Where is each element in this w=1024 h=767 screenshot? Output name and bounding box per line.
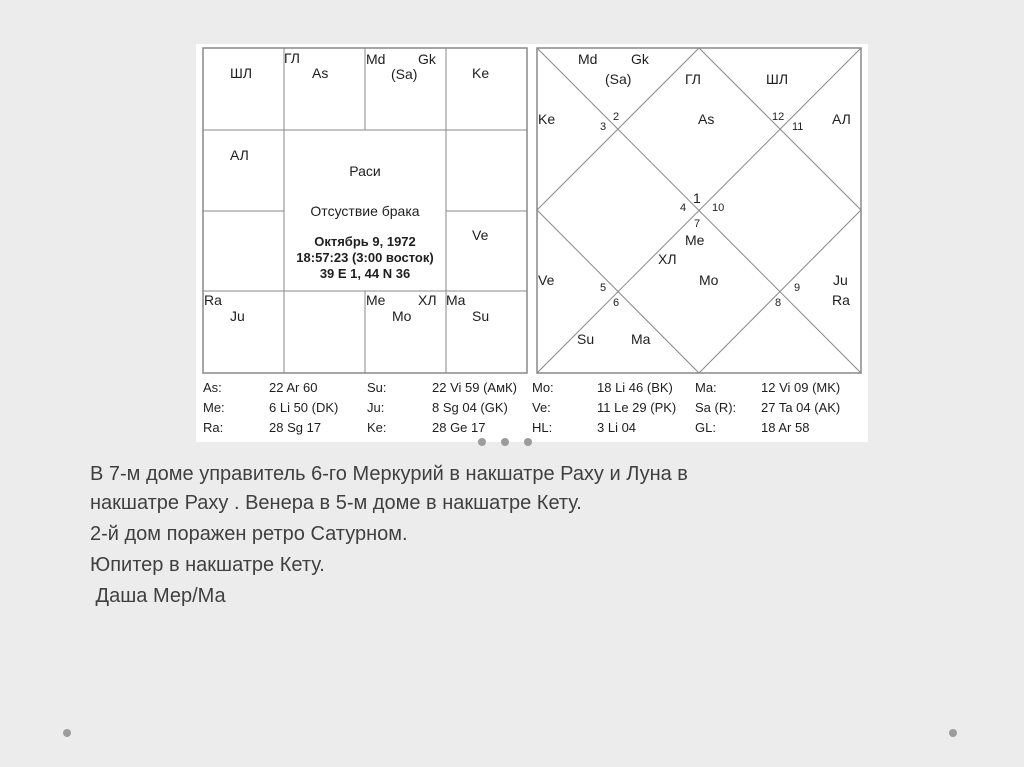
north-label-ra: Ra [832, 292, 850, 308]
north-label-al: АЛ [832, 111, 851, 127]
legend-ma-value: 12 Vi 09 (MK) [761, 380, 841, 395]
legend-ke-value: 28 Ge 17 [432, 420, 486, 435]
south-cell-as: As [312, 65, 329, 81]
legend-me-key: Me: [203, 400, 225, 415]
chart-birth-time: 18:57:23 (3:00 восток) [296, 250, 434, 265]
separator-dot [524, 438, 532, 446]
positions-legend [203, 380, 840, 435]
legend-sa-key: Sa (R): [695, 400, 737, 415]
north-label-gk: Gk [631, 51, 649, 67]
north-house-3: 3 [600, 121, 607, 133]
legend-me-value: 6 Li 50 (DK) [269, 400, 339, 415]
legend-su-value: 22 Vi 59 (АмК) [432, 380, 517, 395]
south-chart-labels [204, 50, 489, 324]
chart-center-title: Раси [349, 163, 381, 179]
north-house-1: 1 [693, 190, 701, 206]
north-label-ma: Ma [631, 331, 651, 347]
legend-ju-value: 8 Sg 04 (GK) [432, 400, 508, 415]
paragraph-mercury-moon [90, 460, 890, 518]
north-label-su: Su [577, 331, 595, 347]
legend-ma-key: Ma: [695, 380, 717, 395]
paragraph-line: накшатре Раху . Венера в 5-м доме в накшатре Кету. [90, 492, 582, 514]
south-cell-gl: ГЛ [284, 50, 300, 66]
south-cell-mo: Mo [392, 308, 412, 324]
north-label-gl: ГЛ [685, 71, 701, 87]
south-cell-ra: Ra [204, 292, 222, 308]
slide-body-text [90, 460, 890, 613]
legend-gl-value: 18 Ar 58 [761, 420, 810, 435]
south-cell-al: АЛ [230, 147, 249, 163]
north-label-me: Me [685, 232, 705, 248]
corner-dot-left [63, 729, 71, 737]
north-label-as: As [698, 111, 715, 127]
south-cell-hl: ХЛ [418, 292, 437, 308]
north-label-mo: Mo [699, 272, 719, 288]
north-label-ju: Ju [833, 272, 848, 288]
north-label-md: Md [578, 51, 598, 67]
legend-ve-value: 11 Le 29 (PK) [597, 400, 677, 415]
legend-as-value: 22 Ar 60 [269, 380, 318, 395]
north-label-ke: Ke [538, 111, 556, 127]
corner-dot-right [949, 729, 957, 737]
south-cell-sa: (Sa) [391, 66, 418, 82]
legend-su-key: Su: [367, 380, 387, 395]
legend-sa-value: 27 Ta 04 (AK) [761, 400, 841, 415]
chart-center-subtitle: Отсуствие брака [310, 203, 420, 219]
legend-ju-key: Ju: [367, 400, 385, 415]
north-house-10: 10 [712, 202, 725, 214]
paragraph-line: В 7-м доме управитель 6-го Меркурий в накшатре Раху и Луна в [90, 463, 688, 485]
south-cell-me: Me [366, 292, 386, 308]
north-house-5: 5 [600, 282, 607, 294]
north-label-sa: (Sa) [605, 71, 632, 87]
north-label-shl: ШЛ [766, 71, 789, 87]
north-house-8: 8 [775, 297, 782, 309]
separator-dot [478, 438, 486, 446]
legend-as-key: As: [203, 380, 222, 395]
legend-mo-key: Mo: [532, 380, 554, 395]
legend-ra-key: Ra: [203, 420, 224, 435]
north-house-7: 7 [694, 218, 701, 230]
north-indian-chart [537, 48, 861, 373]
south-cell-shl: ШЛ [230, 65, 253, 81]
legend-hl-key: HL: [532, 420, 553, 435]
north-label-hl: ХЛ [658, 251, 677, 267]
chart-birth-coords: 39 E 1, 44 N 36 [319, 266, 411, 281]
chart-birth-date: Октябрь 9, 1972 [314, 234, 416, 249]
north-house-6: 6 [613, 297, 620, 309]
legend-hl-value: 3 Li 04 [597, 420, 637, 435]
north-house-2: 2 [613, 111, 620, 123]
south-cell-gk: Gk [418, 51, 436, 67]
horoscope-charts-svg [196, 44, 868, 442]
paragraph-dasha: Даша Мер/Ма [90, 585, 226, 607]
legend-gl-key: GL: [695, 420, 716, 435]
south-cell-ve: Ve [472, 227, 489, 243]
paragraph-jupiter: Юпитер в накшатре Кету. [90, 554, 325, 576]
legend-ra-value: 28 Sg 17 [269, 420, 322, 435]
north-house-11: 11 [792, 121, 804, 133]
legend-mo-value: 18 Li 46 (BK) [597, 380, 673, 395]
separator-dot [501, 438, 509, 446]
legend-ve-key: Ve: [532, 400, 551, 415]
horoscope-chart-image [196, 44, 868, 442]
paragraph-saturn: 2-й дом поражен ретро Сатурном. [90, 523, 408, 545]
south-cell-ju: Ju [230, 308, 245, 324]
south-cell-ma: Ma [446, 292, 466, 308]
north-house-9: 9 [794, 282, 801, 294]
north-label-ve: Ve [538, 272, 555, 288]
south-cell-ke: Ke [472, 65, 490, 81]
legend-ke-key: Ke: [367, 420, 387, 435]
south-cell-md: Md [366, 51, 386, 67]
south-cell-su: Su [472, 308, 490, 324]
north-house-12: 12 [772, 111, 785, 123]
north-house-4: 4 [680, 202, 687, 214]
